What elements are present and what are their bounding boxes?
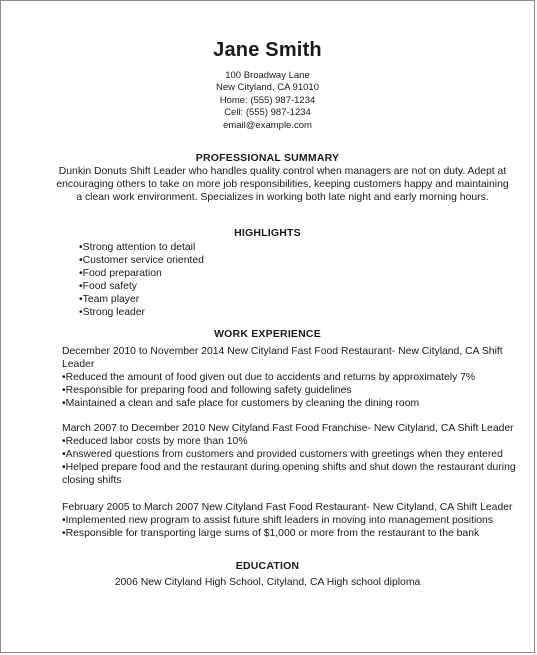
list-item: •Responsible for transporting large sums of $1,000 or more from the restaurant to the bank: [62, 528, 480, 539]
job-header: February 2005 to March 2007 New Cityland Fast Food Restaurant- New Cityland, CA Shift Leader: [62, 502, 513, 513]
job-entry: [62, 345, 532, 410]
list-item: •Strong attention to detail: [79, 242, 196, 253]
list-item: •Strong leader: [79, 307, 146, 318]
job-header: March 2007 to December 2010 New Cityland Fast Food Franchise- New Cityland, CA Shift Leader: [62, 423, 514, 434]
job-bullets: [62, 371, 532, 410]
list-item: •Maintained a clean and safe place for customers by cleaning the dining room: [62, 398, 420, 409]
list-item: •Responsible for preparing food and following safety guidelines: [62, 385, 352, 396]
summary-heading: PROFESSIONAL SUMMARY: [195, 152, 340, 164]
contact-home-phone: Home: (555) 987-1234: [219, 94, 316, 106]
job-header: December 2010 to November 2014 New Cityland Fast Food Restaurant- New Cityland, CA Shift Leader: [62, 346, 503, 370]
contact-block: [1, 70, 534, 132]
list-item: •Implemented new program to assist future shift leaders in moving into management positions: [62, 515, 494, 526]
list-item: •Helped prepare food and the restaurant during opening shifts and shut down the restaurant during closing shifts: [62, 462, 516, 486]
job-bullets: [62, 435, 532, 487]
highlights-list: [79, 241, 204, 319]
job-bullets: [62, 514, 532, 540]
job-entry: [62, 501, 532, 540]
contact-email: email@example.com: [223, 119, 312, 131]
list-item: •Customer service oriented: [79, 255, 204, 266]
list-item: •Food safety: [79, 281, 137, 292]
education-heading: EDUCATION: [235, 560, 300, 572]
education-text: 2006 New Cityland High School, Cityland, CA High school diploma: [114, 577, 421, 588]
highlights-heading: HIGHLIGHTS: [234, 227, 301, 239]
list-item: •Team player: [79, 294, 140, 305]
list-item: •Reduced the amount of food given out due to accidents and returns by approximately 7%: [62, 372, 476, 383]
contact-city: New Cityland, CA 91010: [216, 82, 319, 94]
list-item: •Food preparation: [79, 268, 162, 279]
summary-text: Dunkin Donuts Shift Leader who handles quality control when managers are not on duty. Adept at encouraging others to take on more job responsibilities, keeping customers happy and maintaining a clean work environment. Specializes in working both late night and early morning hours.: [56, 166, 509, 203]
contact-cell-phone: Cell: (555) 987-1234: [224, 107, 311, 119]
job-entry: [62, 422, 532, 487]
experience-heading: WORK EXPERIENCE: [214, 328, 321, 340]
list-item: •Answered questions from customers and provided customers with greetings when they entered: [62, 449, 503, 460]
list-item: •Reduced labor costs by more than 10%: [62, 436, 248, 447]
contact-street: 100 Broadway Lane: [225, 70, 310, 81]
candidate-name: Jane Smith: [213, 39, 322, 61]
